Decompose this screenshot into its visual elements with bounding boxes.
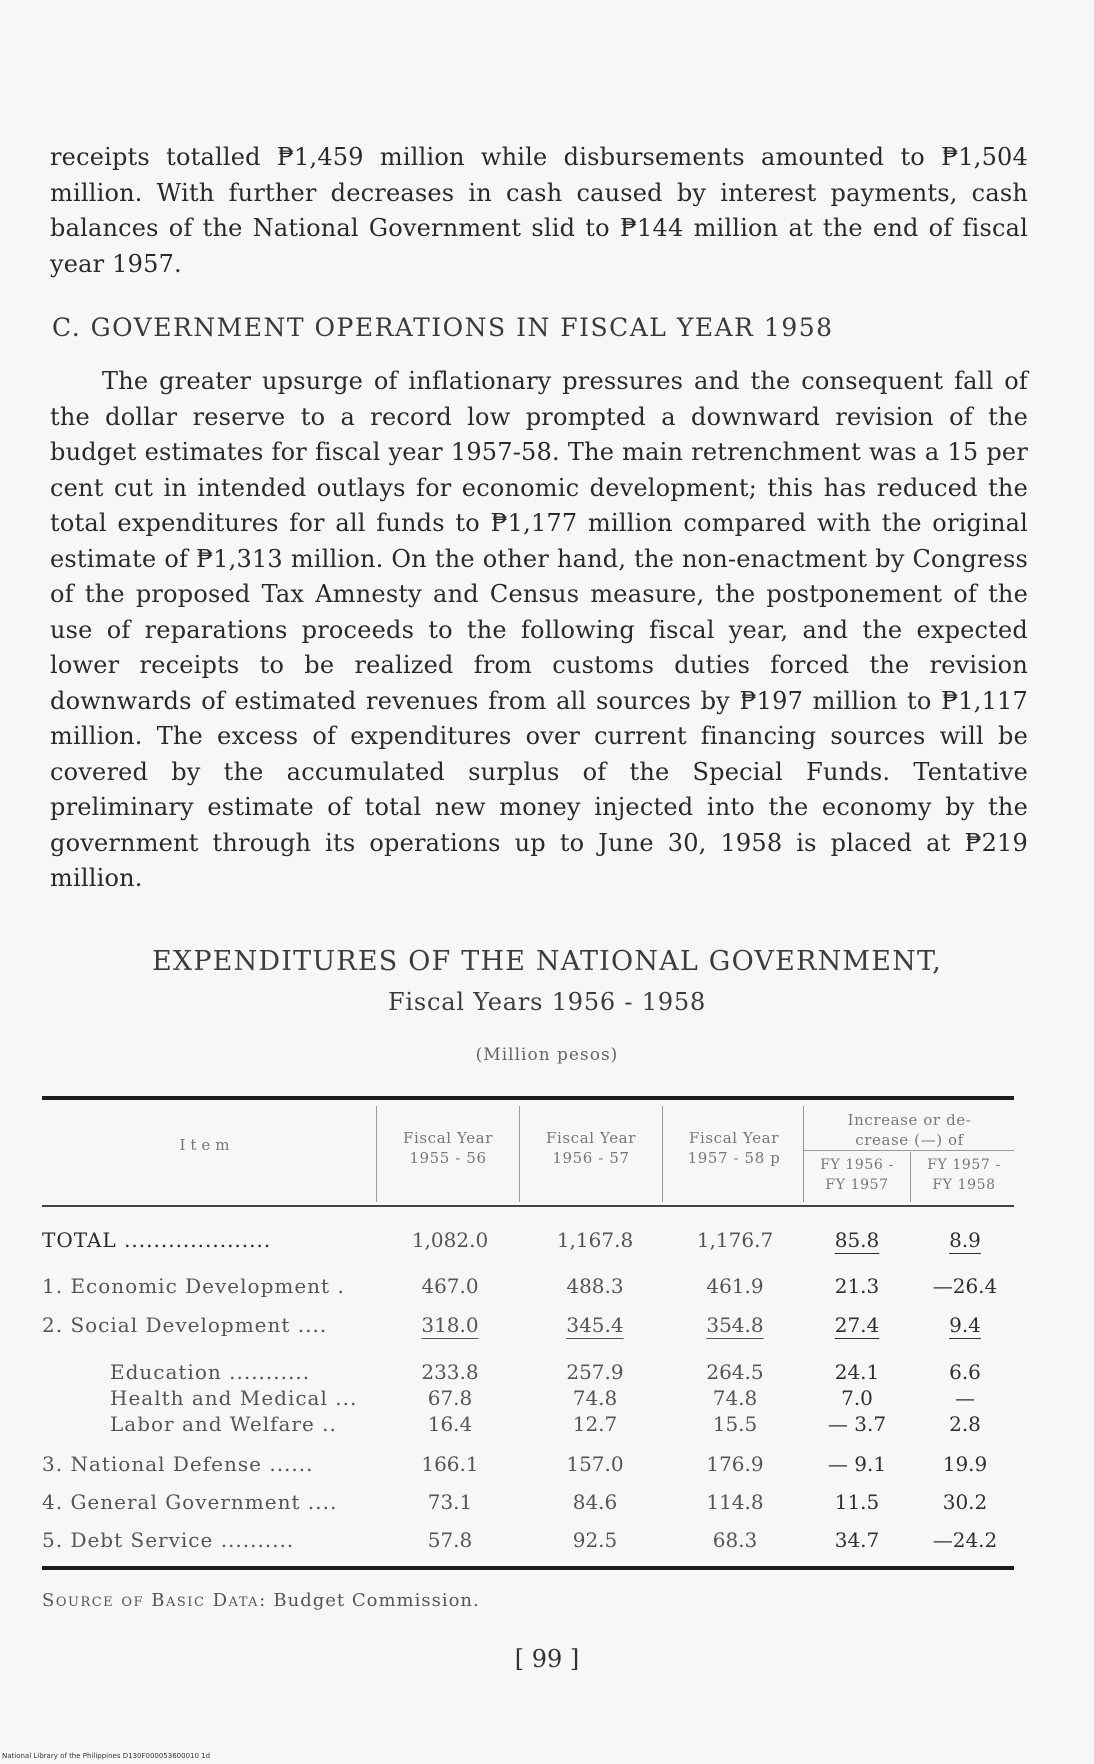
column-divider xyxy=(519,1106,520,1202)
row-label: 5. Debt Service .......... xyxy=(42,1528,295,1552)
table-top-rule xyxy=(42,1096,1014,1100)
cell-value: —24.2 xyxy=(932,1528,998,1552)
column-divider xyxy=(376,1106,377,1202)
table-subtitle: Fiscal Years 1956 - 1958 xyxy=(387,988,707,1016)
page-number: [ 99 ] xyxy=(514,1645,580,1673)
row-label: 1. Economic Development . xyxy=(42,1274,345,1298)
table-bottom-rule xyxy=(42,1566,1014,1570)
body-paragraph xyxy=(50,364,1028,897)
row-label: 4. General Government .... xyxy=(42,1490,338,1514)
section-heading: C. GOVERNMENT OPERATIONS IN FISCAL YEAR 1958 xyxy=(52,313,834,342)
table-row xyxy=(0,1528,1094,1558)
cell-value: 74.8 xyxy=(572,1386,618,1410)
intro-paragraph-text: receipts totalled ₱1,459 million while disbursements amounted to ₱1,504 million. With further decreases in cash caused by interest payments, cash balances of the National Government slid to ₱144 million at the end of fiscal year 1957. xyxy=(50,143,1028,278)
cell-value: 15.5 xyxy=(712,1412,758,1436)
group-divider xyxy=(803,1150,1014,1151)
cell-value: 257.9 xyxy=(566,1360,624,1384)
header-line: 1955 - 56 xyxy=(409,1149,487,1167)
cell-value: 92.5 xyxy=(572,1528,618,1552)
cell-value: 8.9 xyxy=(949,1228,981,1252)
row-label: 2. Social Development .... xyxy=(42,1313,328,1337)
cell-value: — 9.1 xyxy=(827,1452,887,1476)
cell-value: 68.3 xyxy=(712,1528,758,1552)
cell-value: 1,082.0 xyxy=(411,1228,489,1252)
header-fy-1957-58 xyxy=(668,1128,800,1168)
table-unit: (Million pesos) xyxy=(475,1045,619,1065)
cell-value: 114.8 xyxy=(706,1490,764,1514)
cell-value: 74.8 xyxy=(712,1386,758,1410)
header-line: Fiscal Year xyxy=(545,1129,636,1147)
table-title: EXPENDITURES OF THE NATIONAL GOVERNMENT, xyxy=(151,946,942,977)
column-divider xyxy=(910,1152,911,1202)
header-line: crease (—) of xyxy=(855,1131,964,1149)
table-row xyxy=(0,1490,1094,1520)
table-row xyxy=(0,1412,1094,1442)
cell-value: 488.3 xyxy=(566,1274,624,1298)
cell-value: 57.8 xyxy=(427,1528,473,1552)
table-row xyxy=(0,1274,1094,1304)
cell-value: 2.8 xyxy=(949,1412,981,1436)
cell-value: 1,176.7 xyxy=(696,1228,774,1252)
header-line: FY 1957 - xyxy=(927,1157,1001,1173)
cell-value: 461.9 xyxy=(706,1274,764,1298)
cell-value: 30.2 xyxy=(942,1490,988,1514)
cell-value: 12.7 xyxy=(572,1412,618,1436)
header-item: Item xyxy=(179,1136,235,1154)
header-line: FY 1957 xyxy=(825,1177,889,1193)
header-line: FY 1958 xyxy=(932,1177,996,1193)
source-label: Source of Basic Data: xyxy=(42,1590,267,1611)
body-paragraph-text: The greater upsurge of inflationary pressures and the consequent fall of the dollar reserve to a record low prompted a downward revision of the budget estimates for fiscal year 1957-58. The main retrenchment was a 15 per cent cut in intended outlays for economic development; this has reduced the total expenditures for all funds to ₱1,177 million compared with the original estimate of ₱1,313 million. On the other hand, the non-enactment by Congress of the proposed Tax Amnesty and Census measure, the postponement of the use of reparations proceeds to the following fiscal year, and the expected lower receipts to be realized from customs duties forced the revision downwards of estimated revenues from all sources by ₱197 million to ₱1,117 million. The excess of expenditures over current financing sources will be covered by the accumulated surplus of the Special Funds. Tentative preliminary estimate of total new money injected into the economy by the government through its operations up to June 30, 1958 is placed at ₱219 million. xyxy=(50,367,1028,892)
scan-footer: National Library of the Philippines D130F000053600010 1d xyxy=(2,1752,211,1760)
cell-value: 84.6 xyxy=(572,1490,618,1514)
cell-value: 19.9 xyxy=(942,1452,988,1476)
cell-value: 318.0 xyxy=(421,1313,479,1337)
header-line: Increase or de- xyxy=(847,1111,972,1129)
cell-value: 11.5 xyxy=(834,1490,880,1514)
table-header-rule xyxy=(42,1205,1014,1207)
cell-value: 345.4 xyxy=(566,1313,624,1337)
cell-value: 233.8 xyxy=(421,1360,479,1384)
header-change-group xyxy=(805,1110,1014,1150)
header-line: Fiscal Year xyxy=(688,1129,779,1147)
cell-value: — xyxy=(955,1386,975,1410)
cell-value: 1,167.8 xyxy=(556,1228,634,1252)
cell-value: 166.1 xyxy=(421,1452,479,1476)
cell-value: 264.5 xyxy=(706,1360,764,1384)
cell-value: 6.6 xyxy=(949,1360,981,1384)
cell-value: 27.4 xyxy=(834,1313,880,1337)
header-fy-1955-56 xyxy=(382,1128,514,1168)
table-row xyxy=(0,1452,1094,1482)
row-label: Education ........... xyxy=(110,1360,311,1384)
cell-value: 21.3 xyxy=(834,1274,880,1298)
cell-value: 467.0 xyxy=(421,1274,479,1298)
table-source xyxy=(42,1590,480,1611)
row-label: Health and Medical ... xyxy=(110,1386,358,1410)
cell-value: 7.0 xyxy=(841,1386,873,1410)
source-value: Budget Commission. xyxy=(273,1590,480,1611)
cell-value: 85.8 xyxy=(834,1228,880,1252)
cell-value: 354.8 xyxy=(706,1313,764,1337)
cell-value: 16.4 xyxy=(427,1412,473,1436)
header-fy57-fy58 xyxy=(914,1155,1014,1195)
intro-paragraph xyxy=(50,140,1028,282)
cell-value: — 3.7 xyxy=(827,1412,887,1436)
header-fy-1956-57 xyxy=(525,1128,657,1168)
row-label: 3. National Defense ...... xyxy=(42,1452,314,1476)
header-line: 1957 - 58 p xyxy=(687,1149,781,1167)
cell-value: 176.9 xyxy=(706,1452,764,1476)
header-line: Fiscal Year xyxy=(402,1129,493,1147)
cell-value: 157.0 xyxy=(566,1452,624,1476)
column-divider xyxy=(662,1106,663,1202)
cell-value: 24.1 xyxy=(834,1360,880,1384)
cell-value: 67.8 xyxy=(427,1386,473,1410)
table-row xyxy=(0,1313,1094,1343)
cell-value: —26.4 xyxy=(932,1274,998,1298)
row-label: Labor and Welfare .. xyxy=(110,1412,337,1436)
header-line: FY 1956 - xyxy=(820,1157,894,1173)
table-row xyxy=(0,1228,1094,1258)
cell-value: 73.1 xyxy=(427,1490,473,1514)
cell-value: 9.4 xyxy=(949,1313,981,1337)
header-line: 1956 - 57 xyxy=(552,1149,630,1167)
cell-value: 34.7 xyxy=(834,1528,880,1552)
header-fy56-fy57 xyxy=(806,1155,908,1195)
row-label: TOTAL .................... xyxy=(42,1228,272,1252)
column-divider xyxy=(803,1106,804,1202)
